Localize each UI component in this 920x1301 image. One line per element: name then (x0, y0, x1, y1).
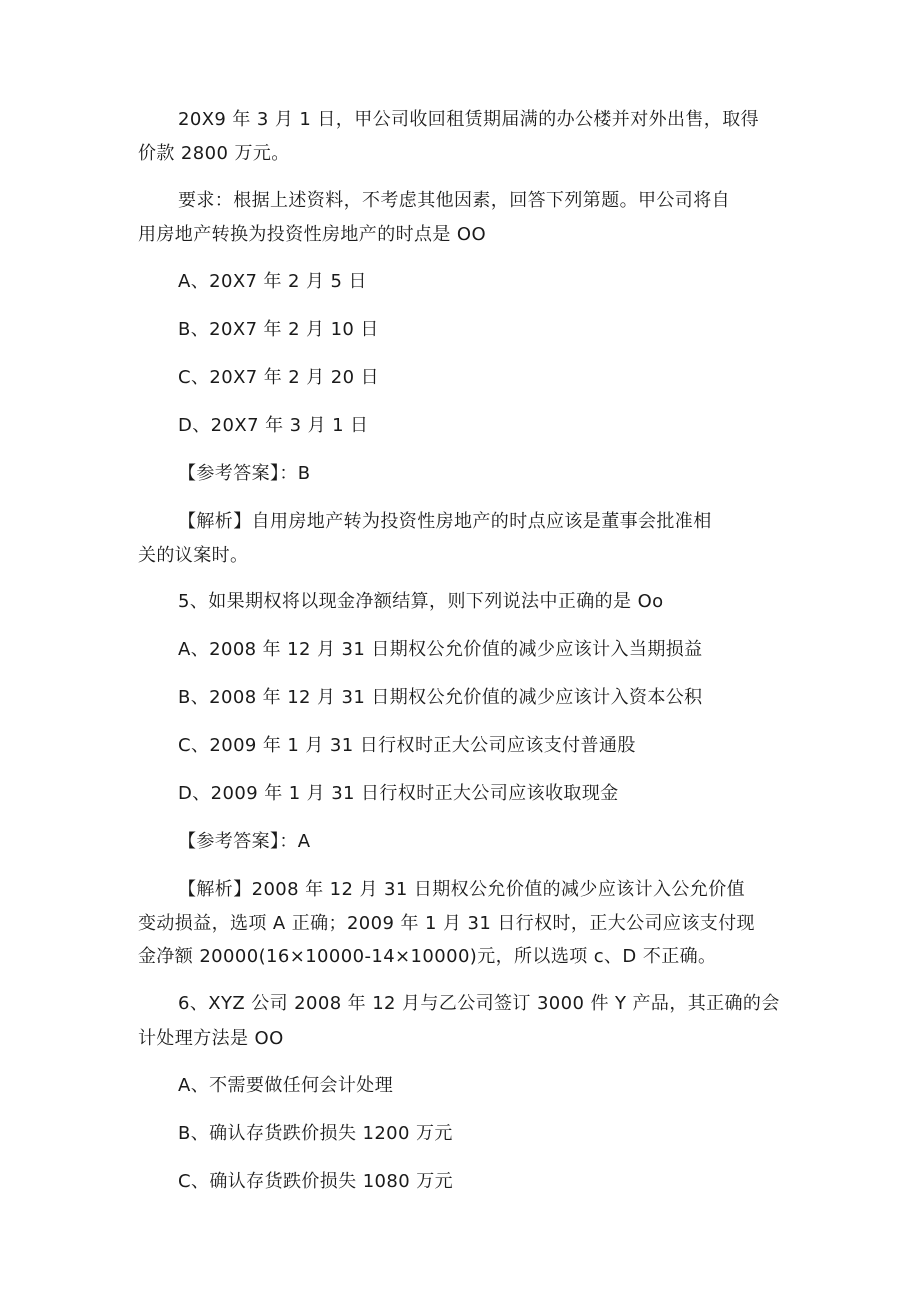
reference-answer: 【参考答案】：A (178, 831, 311, 852)
question-4-text: 要求：根据上述资料，不考虑其他因素，回答下列第题。甲公司将自 (178, 190, 730, 211)
analysis-text: 关的议案时。 (138, 545, 249, 566)
option-c: C、2009 年 1 月 31 日行权时正大公司应该支付普通股 (178, 735, 636, 756)
analysis-text: 金净额 20000(16×10000-14×10000)元，所以选项 c、D 不正确。 (138, 946, 717, 967)
reference-answer: 【参考答案】：B (178, 463, 311, 484)
option-b: B、确认存货跌价损失 1200 万元 (178, 1123, 453, 1144)
paragraph-line: 20X9 年 3 月 1 日，甲公司收回租赁期届满的办公楼并对外出售，取得 (178, 109, 759, 130)
option-c: C、20X7 年 2 月 20 日 (178, 367, 380, 388)
analysis-text: 【解析】2008 年 12 月 31 日期权公允价值的减少应该计入公允价值 (178, 879, 746, 900)
option-a: A、20X7 年 2 月 5 日 (178, 271, 367, 292)
question-5-text: 5、如果期权将以现金净额结算，则下列说法中正确的是 Oo (178, 591, 664, 612)
option-b: B、20X7 年 2 月 10 日 (178, 319, 379, 340)
analysis-text: 变动损益，选项 A 正确；2009 年 1 月 31 日行权时，正大公司应该支付现 (138, 913, 755, 934)
question-6-text: 计处理方法是 OO (138, 1028, 284, 1049)
option-b: B、2008 年 12 月 31 日期权公允价值的减少应该计入资本公积 (178, 687, 703, 708)
analysis-text: 【解析】自用房地产转为投资性房地产的时点应该是董事会批准相 (178, 511, 712, 532)
question-6-text: 6、XYZ 公司 2008 年 12 月与乙公司签订 3000 件 Y 产品，其正确的会 (178, 993, 780, 1014)
option-a: A、2008 年 12 月 31 日期权公允价值的减少应该计入当期损益 (178, 639, 703, 660)
option-a: A、不需要做任何会计处理 (178, 1075, 394, 1096)
option-d: D、2009 年 1 月 31 日行权时正大公司应该收取现金 (178, 783, 619, 804)
paragraph-line: 价款 2800 万元。 (138, 143, 290, 164)
option-c: C、确认存货跌价损失 1080 万元 (178, 1171, 454, 1192)
question-4-text: 用房地产转换为投资性房地产的时点是 OO (138, 224, 487, 245)
option-d: D、20X7 年 3 月 1 日 (178, 415, 369, 436)
